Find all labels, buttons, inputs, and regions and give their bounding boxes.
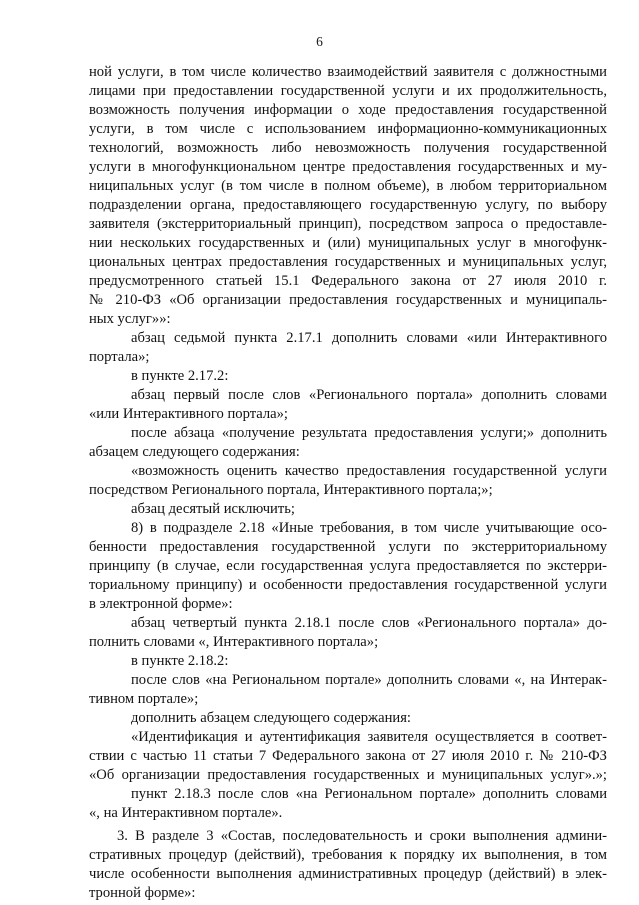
text-line: № 210-ФЗ «Об организации предоставления государственных и муниципаль- <box>89 292 607 308</box>
text-line: 8) в подразделе 2.18 «Иные требования, в том числе учитывающие осо- <box>131 520 607 536</box>
text-line: предусмотренного статьей 15.1 Федерального закона от 27 июля 2010 г. <box>89 273 607 289</box>
text-line: пункт 2.18.3 после слов «на Региональном портале» дополнить словами <box>131 786 607 802</box>
text-line: стративных процедур (действий), требования к порядку их выполнения, в том <box>89 847 607 863</box>
text-line: ных услуг»»: <box>89 311 171 327</box>
text-line: портала»; <box>89 349 150 365</box>
text-line: в электронной форме»: <box>89 596 233 612</box>
text-line: ниципальных услуг (в том числе в полном объеме), в любом территориальном <box>89 178 607 194</box>
text-line: числе особенности выполнения административных процедур (действий) в элек- <box>89 866 607 882</box>
page-number: 6 <box>316 34 323 49</box>
text-line: абзац первый после слов «Регионального портала» дополнить словами <box>131 387 607 403</box>
text-line: технологий, возможность либо невозможность получения государственной <box>89 140 607 156</box>
text-line: нии нескольких государственных и (или) муниципальных услуг в многофунк- <box>89 235 607 251</box>
text-line: «возможность оценить качество предоставления государственной услуги <box>131 463 607 479</box>
text-line: абзац десятый исключить; <box>131 501 295 517</box>
text-line: абзац четвертый пункта 2.18.1 после слов «Регионального портала» до- <box>131 615 607 631</box>
text-line: услуги в многофункциональном центре предоставления государственных и му- <box>89 159 607 175</box>
text-line: после абзаца «получение результата предоставления услуги;» дополнить <box>131 425 607 441</box>
text-line: «, на Интерактивном портале». <box>89 805 283 821</box>
text-line: ной услуги, в том числе количество взаимодействий заявителя с должностными <box>89 64 607 80</box>
text-line: ствии с частью 11 статьи 7 Федерального закона от 27 июля 2010 г. № 210-ФЗ <box>89 748 607 764</box>
text-line: возможность получения информации о ходе предоставления государственной <box>89 102 607 118</box>
text-line: «Идентификация и аутентификация заявителя осуществляется в соответ- <box>131 729 607 745</box>
text-line: в пункте 2.17.2: <box>131 368 229 384</box>
text-line: подразделении органа, предоставляющего государственную услугу, по выбору <box>89 197 607 213</box>
text-line: полнить словами «, Интерактивного портала»; <box>89 634 379 650</box>
text-line: посредством Регионального портала, Интерактивного портала;»; <box>89 482 493 498</box>
text-line: «или Интерактивного портала»; <box>89 406 288 422</box>
text-line: тронной форме»: <box>89 885 196 901</box>
text-line: в пункте 2.18.2: <box>131 653 229 669</box>
text-line: бенности предоставления государственной услуги по экстерриториальному <box>89 539 607 555</box>
text-line: услуги, в том числе с использованием информационно-коммуникационных <box>89 121 607 137</box>
text-line: дополнить абзацем следующего содержания: <box>131 710 411 726</box>
text-line: абзацем следующего содержания: <box>89 444 300 460</box>
text-line: «Об организации предоставления государственных и муниципальных услуг».»; <box>89 767 607 783</box>
text-line: ториальному принципу) и особенности предоставления государственной услуги <box>89 577 607 593</box>
text-line: после слов «на Региональном портале» дополнить словами «, на Интерак- <box>131 672 607 688</box>
text-line: принципу (в случае, если государственная услуга предоставляется по экстерри- <box>89 558 607 574</box>
text-line: заявителя (экстерриториальный принцип), посредством запроса о предоставле- <box>89 216 607 232</box>
text-line: 3. В разделе 3 «Состав, последовательность и сроки выполнения админи- <box>117 828 607 844</box>
text-line: циональных центрах предоставления государственных и муниципальных услуг, <box>89 254 607 270</box>
text-line: лицами при предоставлении государственной услуги и их продолжительность, <box>89 83 607 99</box>
text-line: абзац седьмой пункта 2.17.1 дополнить словами «или Интерактивного <box>131 330 607 346</box>
text-line: тивном портале»; <box>89 691 199 707</box>
